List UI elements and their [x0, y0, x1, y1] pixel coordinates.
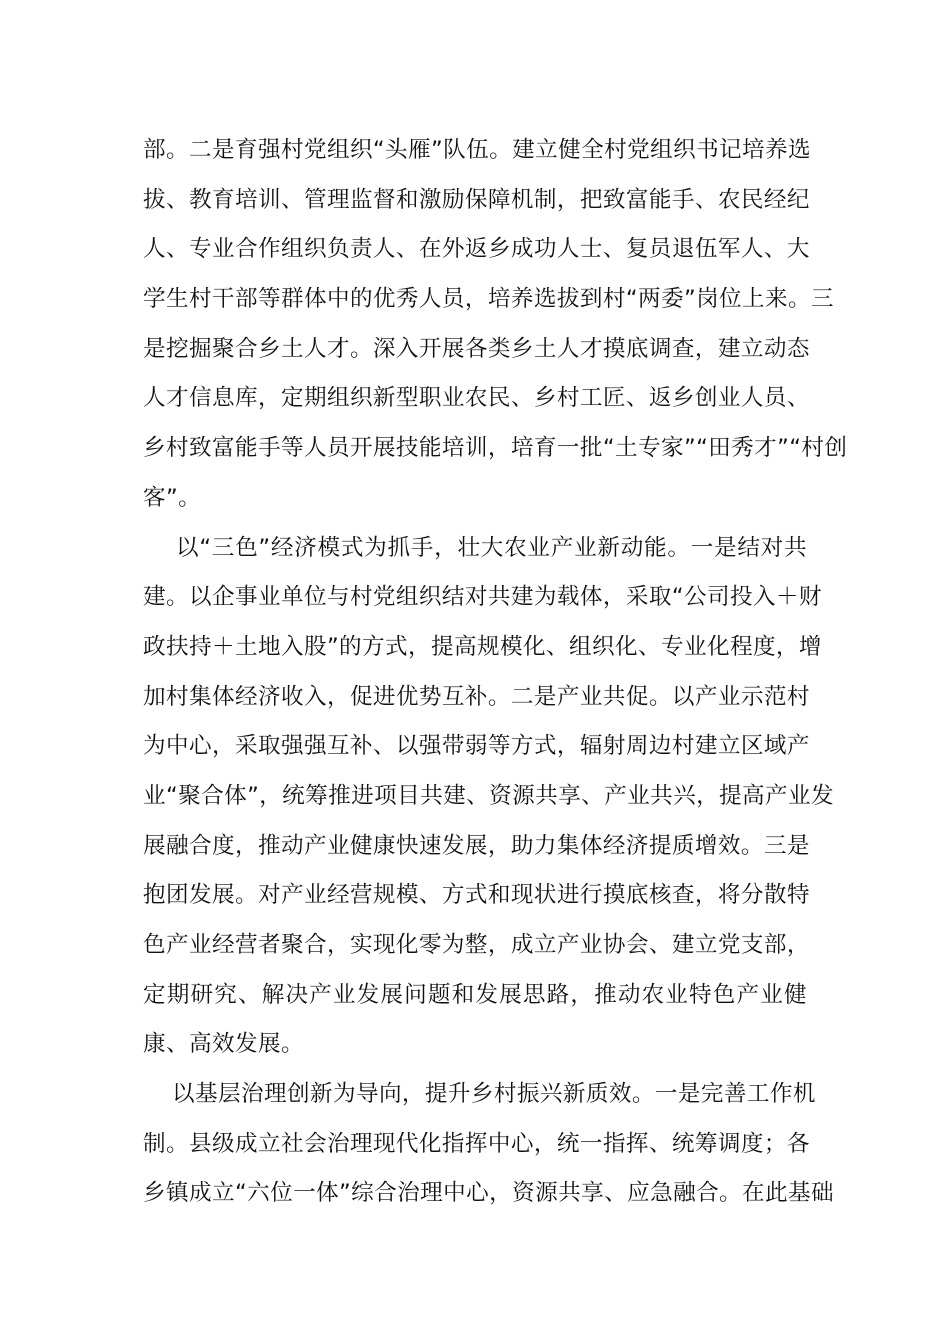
text-line: 乡村致富能手等人员开展技能培训，培育一批“土专家”“田秀才”“村创: [143, 435, 848, 462]
paragraph-1: [143, 126, 848, 524]
text-line: 是挖掘聚合乡土人才。深入开展各类乡土人才摸底调查，建立动态: [143, 335, 810, 362]
text-line: 人才信息库，定期组织新型职业农民、乡村工匠、返乡创业人员、: [143, 385, 810, 412]
text-line: 建。以企事业单位与村党组织结对共建为载体，采取“公司投入＋财: [143, 584, 822, 611]
text-line: 为中心，采取强强互补、以强带弱等方式，辐射周边村建立区域产: [143, 733, 810, 760]
text-line: 乡镇成立“六位一体”综合治理中心，资源共享、应急融合。在此基础: [143, 1180, 835, 1207]
text-line: 拔、教育培训、管理监督和激励保障机制，把致富能手、农民经纪: [143, 186, 810, 213]
paragraph-2: [143, 524, 835, 1071]
text-line: 人、专业合作组织负责人、在外返乡成功人士、复员退伍军人、大: [143, 236, 810, 263]
body-text: [143, 126, 848, 1219]
text-line: 制。县级成立社会治理现代化指挥中心，统一指挥、统筹调度；各: [143, 1130, 810, 1157]
text-line: 以基层治理创新为导向，提升乡村振兴新质效。一是完善工作机: [172, 1081, 816, 1108]
text-line: 政扶持＋土地入股”的方式，提高规模化、组织化、专业化程度，增: [143, 633, 822, 660]
text-line: 以“三色”经济模式为抓手，壮大农业产业新动能。一是结对共: [176, 534, 807, 561]
text-line: 部。二是育强村党组织“头雁”队伍。建立健全村党组织书记培养选: [143, 137, 812, 163]
text-line: 定期研究、解决产业发展问题和发展思路，推动农业特色产业健: [143, 981, 807, 1008]
text-line: 加村集体经济收入，促进优势互补。二是产业共促。以产业示范村: [143, 683, 810, 710]
text-line: 色产业经营者聚合，实现化零为整，成立产业协会、建立党支部，: [143, 932, 810, 958]
text-line: 学生村干部等群体中的优秀人员，培养选拔到村“两委”岗位上来。三: [143, 286, 835, 313]
text-line: 展融合度，推动产业健康快速发展，助力集体经济提质增效。三是: [143, 832, 810, 859]
paragraph-3: [143, 1070, 835, 1219]
text-line: 康、高效发展。: [143, 1031, 304, 1058]
text-line: 抱团发展。对产业经营规模、方式和现状进行摸底核查，将分散特: [143, 882, 810, 909]
text-line: 客”。: [143, 484, 202, 511]
text-line: 业“聚合体”，统筹推进项目共建、资源共享、产业共兴，提高产业发: [143, 782, 835, 809]
